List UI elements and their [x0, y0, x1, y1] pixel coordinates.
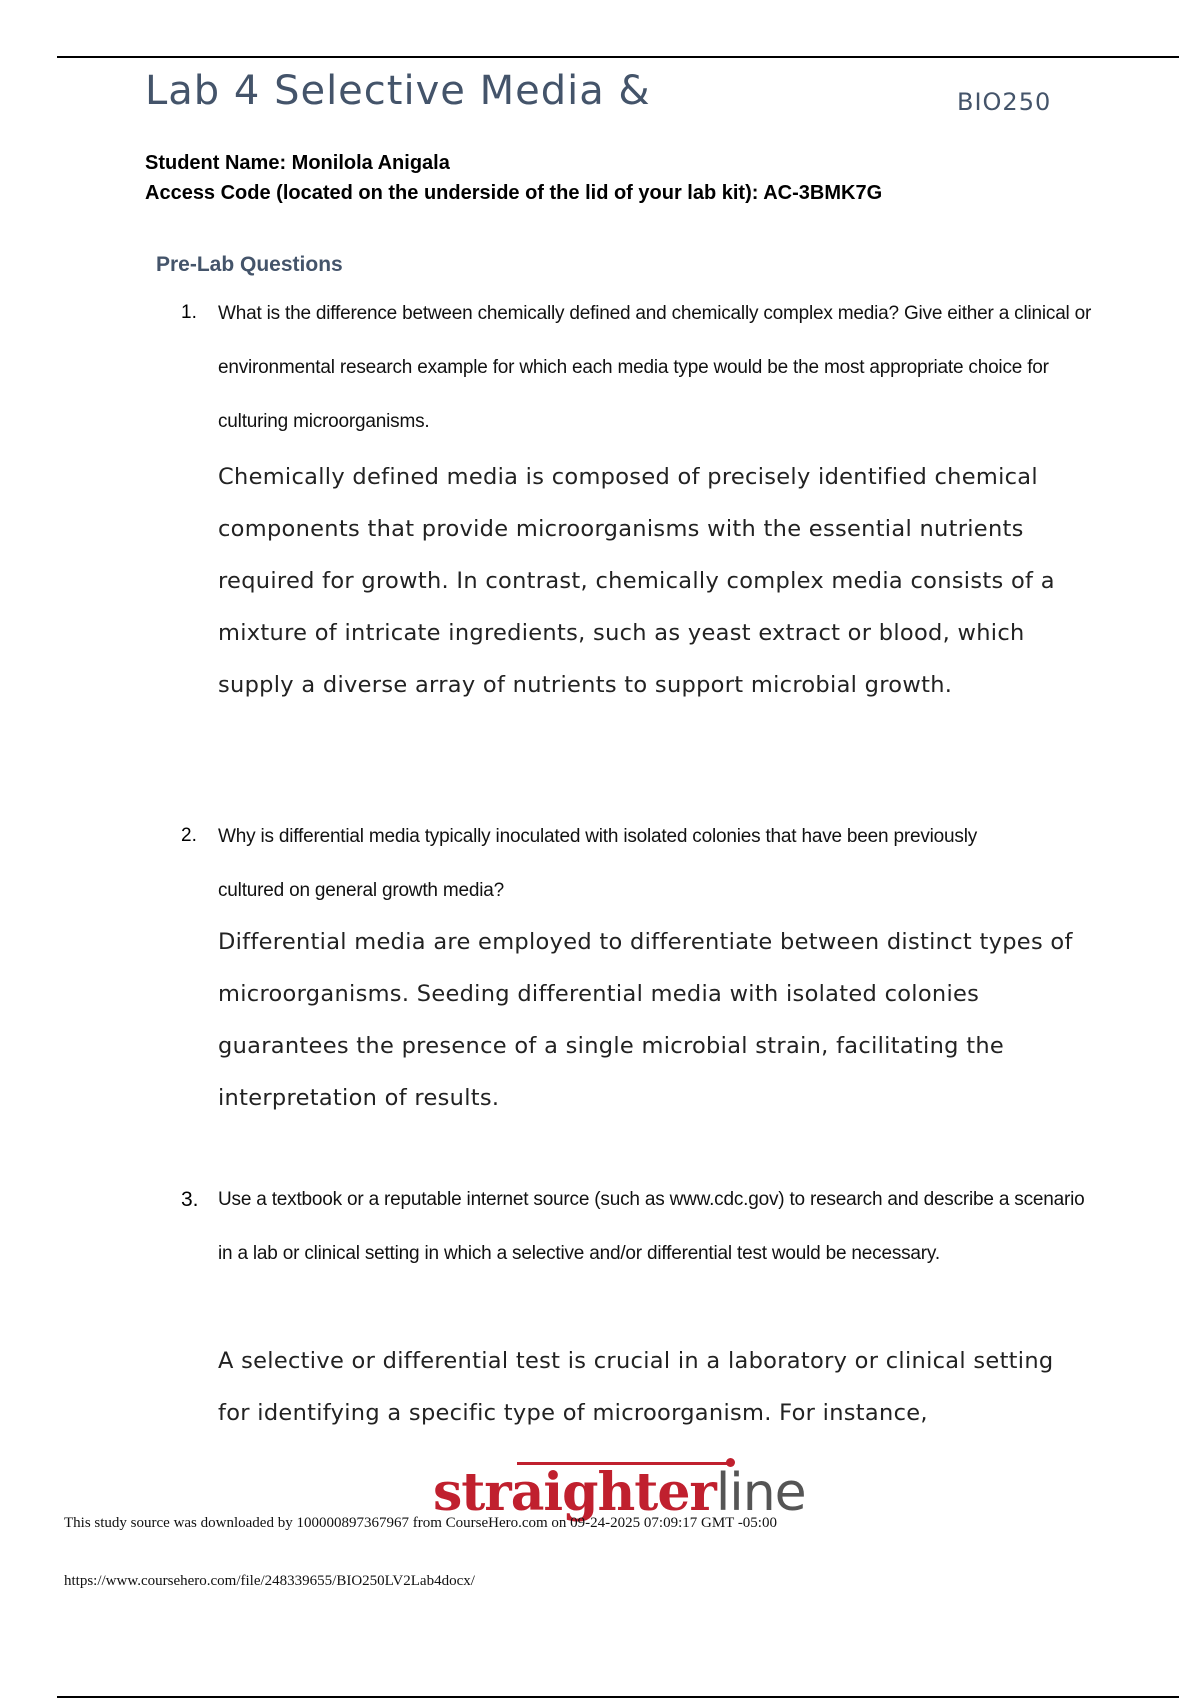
answer-text: Chemically defined media is composed of precisely identified chemical components that provide microorganisms with the essential nutrients required for growth. In contrast, chemically complex media consists of a mixture of intricate ingredients, such as yeast extract or blood, which supply a diverse array of nutrients to support microbial growth.: [218, 464, 1055, 698]
page-title: Lab 4 Selective Media &: [145, 68, 651, 114]
access-code: Access Code (located on the underside of the lid of your lab kit): AC-3BMK7G: [145, 182, 883, 204]
bottom-rule: [57, 1696, 1179, 1698]
answer-text: A selective or differential test is crucial in a laboratory or clinical setting for identifying a specific type of microorganism. For instance,: [218, 1348, 1054, 1426]
logo-rest-text: line: [715, 1463, 806, 1523]
question-number: 2.: [181, 825, 197, 846]
download-notice: This study source was downloaded by 100000897367967 from CourseHero.com on 09-24-2025 07:09:17 GMT -05:00: [64, 1515, 777, 1531]
straighterline-logo: [433, 1462, 806, 1523]
source-url[interactable]: https://www.coursehero.com/file/248339655/BIO250LV2Lab4docx/: [64, 1573, 475, 1589]
question-number: 3.: [181, 1188, 199, 1211]
question-text: What is the difference between chemically defined and chemically complex media? Give either a clinical or environmental research example for which each media type would be the most appropriate choice for culturing microorganisms.: [218, 303, 1092, 432]
course-code: BIO250: [957, 88, 1052, 116]
student-name: Student Name: Monilola Anigala: [145, 152, 450, 174]
question-text: Use a textbook or a reputable internet source (such as www.cdc.gov) to research and describe a scenario in a lab or clinical setting in which a selective and/or differential test would be necessary.: [218, 1189, 1085, 1264]
section-heading: Pre-Lab Questions: [156, 253, 343, 276]
question-text: Why is differential media typically inoculated with isolated colonies that have been previously cultured on general growth media?: [218, 826, 978, 901]
top-rule: [57, 56, 1179, 58]
logo-brand-text: straighter: [433, 1462, 716, 1523]
student-info: [145, 148, 882, 208]
question-number: 1.: [181, 302, 197, 323]
answer-text: Differential media are employed to differentiate between distinct types of microorganisms. Seeding differential media with isolated colonies guarantees the presence of a single microbial strain, facilitating the interpretation of results.: [218, 929, 1073, 1111]
